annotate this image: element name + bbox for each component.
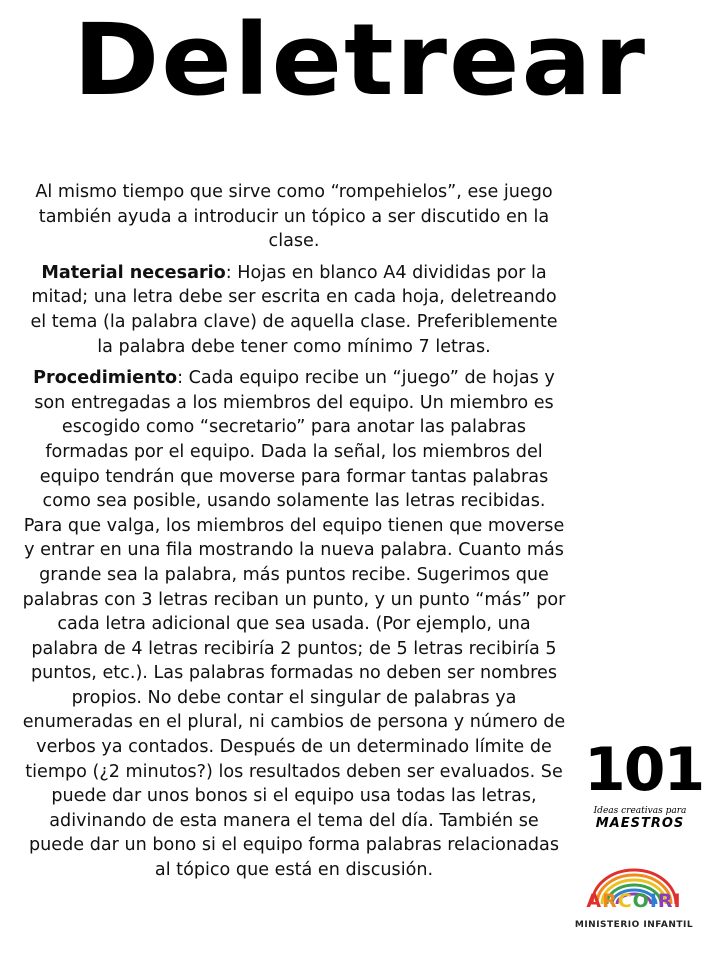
ministry-letter: O [632,890,650,912]
ministry-letter: A [586,890,603,912]
body-text [22,180,566,890]
ministry-subtitle: MINISTERIO INFANTIL [574,920,694,930]
procedure-label: Procedimiento [33,368,178,389]
procedure-text: : Cada equipo recibe un “juego” de hojas y son entregadas a los miembros del equipo. Un miembro es escogido como “secretario” para anotar las palabras formadas por el equipo. Dada la señal, los miembros del equipo tendrán que moverse para formar tantas palabras como sea posible, usando solamente las letras recibidas. Para que valga, los miembros del equipo tienen que moverse y entrar en una fila mostrando la nueva palabra. Cuanto más grande sea la palabra, más puntos recibe. Sugerimos que palabras con 3 letras reciban un punto, y un punto “más” por cada letra adicional que sea usada. (Por ejemplo, una palabra de 4 letras recibiría 2 puntos; de 5 letras recibiría 5 puntos, etc.). Las palabras formadas no deben ser nombres propios. No debe contar el singular de palabras ya enumeradas en el plural, ni cambios de persona y número de verbos ya contados. Después de un determinado límite de tiempo (¿2 minutos?) los resultados deben ser evaluados. Se puede dar unos bonos si el equipo usa todas las letras, adivinando de esta manera el tema del día. También se puede dar un bono si el equipo forma palabras relacionadas al tópico que está en discusión. [22,368,566,881]
procedure-paragraph [22,366,566,882]
logo-number: 101 [584,735,704,805]
logo-101-ideas [584,735,704,831]
intro-paragraph: Al mismo tiempo que sirve como “rompehielos”, ese juego también ayuda a introducir un tópico a ser discutido en la clase. [35,182,553,252]
logo-brand: MAESTROS [595,816,685,831]
ministry-letter: R [657,890,674,912]
ministry-letter: I [673,890,682,912]
logo-tagline: Ideas creativas para [593,806,687,816]
ministry-word [574,890,694,912]
ministry-letter: I [649,890,658,912]
ministry-letter: R [602,890,618,912]
page-title: Deletrear [72,2,648,118]
material-text: : Hojas en blanco A4 divididas por la mitad; una letra debe ser escrita en cada hoja, deletreando el tema (la palabra clave) de aquella clase. Preferiblemente la palabra debe tener como mínimo 7 letras. [30,262,558,357]
ministry-logo [574,866,694,946]
ministry-letter: C [617,890,633,912]
material-label: Material necesario [41,262,226,283]
material-paragraph [22,261,566,359]
